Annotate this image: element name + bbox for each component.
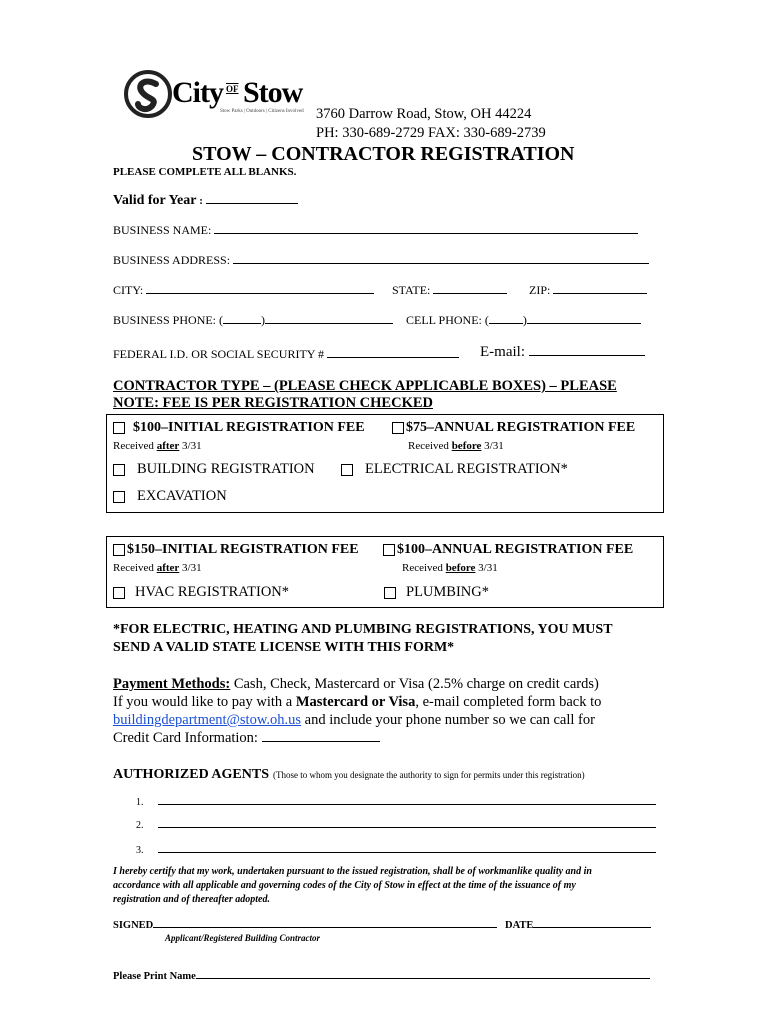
business-address-field[interactable] — [233, 253, 649, 264]
box1-received-after: Received after 3/31 — [113, 440, 202, 452]
email-label: E-mail: — [480, 344, 525, 360]
federal-id-label: FEDERAL I.D. OR SOCIAL SECURITY # — [113, 347, 325, 361]
box1-received-before: Received before 3/31 — [408, 440, 504, 452]
date-field[interactable] — [533, 917, 651, 928]
agent-field-2[interactable] — [158, 817, 656, 828]
box2-annual-fee[interactable]: $100–ANNUAL REGISTRATION FEE — [383, 542, 633, 558]
checkbox-icon[interactable] — [113, 491, 125, 503]
print-name-label: Please Print Name — [113, 971, 196, 982]
signed-row — [113, 917, 497, 931]
date-row — [505, 917, 651, 931]
zip-row — [529, 283, 647, 298]
checkbox-icon[interactable] — [113, 587, 125, 599]
payment-line-1 — [113, 676, 599, 693]
box2-initial-fee[interactable]: $150–INITIAL REGISTRATION FEE — [113, 542, 359, 558]
business-phone-row: BUSINESS PHONE: ( ) — [113, 313, 393, 328]
valid-year-field[interactable] — [206, 193, 298, 204]
business-address-row — [113, 253, 649, 268]
city-field[interactable] — [146, 283, 374, 294]
license-note-2: SEND A VALID STATE LICENSE WITH THIS FORM* — [113, 640, 455, 655]
payment-line-3: buildingdepartment@stow.oh.us and include your phone number so we can call for — [113, 712, 595, 728]
checkbox-icon[interactable] — [383, 544, 395, 556]
payment-label: Payment Methods: — [113, 676, 231, 692]
federal-id-field[interactable] — [327, 347, 459, 358]
email-row — [480, 344, 645, 361]
email-field[interactable] — [529, 345, 645, 356]
business-phone-area-field[interactable] — [223, 313, 261, 324]
logo-stow-text: Stow — [243, 76, 303, 109]
option-building[interactable]: BUILDING REGISTRATION — [113, 461, 315, 478]
contractor-type-heading-1: CONTRACTOR TYPE – (PLEASE CHECK APPLICABLE BOXES) – PLEASE — [113, 378, 617, 394]
cc-info-field[interactable] — [262, 731, 380, 742]
state-field[interactable] — [433, 283, 507, 294]
cell-phone-row: CELL PHONE: ( ) — [406, 313, 641, 328]
agent-row-2: 2. — [136, 817, 656, 831]
business-name-row — [113, 223, 638, 238]
box2-received-after: Received after 3/31 — [113, 562, 202, 574]
cc-info-label: Credit Card Information: — [113, 730, 258, 746]
page-subtitle: PLEASE COMPLETE ALL BLANKS. — [113, 166, 297, 178]
agent-field-3[interactable] — [158, 842, 656, 853]
cell-phone-label: CELL PHONE: ( — [406, 313, 489, 327]
payment-methods: Cash, Check, Mastercard or Visa (2.5% charge on credit cards) — [233, 676, 599, 692]
email-link[interactable]: buildingdepartment@stow.oh.us — [113, 712, 302, 728]
checkbox-icon[interactable] — [113, 464, 125, 476]
business-phone-label: BUSINESS PHONE: ( — [113, 313, 224, 327]
option-plumbing[interactable]: PLUMBING* — [384, 584, 489, 601]
cell-phone-area-field[interactable] — [489, 313, 523, 324]
license-note-1: *FOR ELECTRIC, HEATING AND PLUMBING REGISTRATIONS, YOU MUST — [113, 622, 613, 637]
zip-field[interactable] — [553, 283, 647, 294]
agents-heading: AUTHORIZED AGENTS — [113, 767, 269, 782]
header-phone-fax: PH: 330-689-2729 FAX: 330-689-2739 — [316, 125, 546, 141]
business-phone-field[interactable] — [265, 313, 393, 324]
checkbox-icon[interactable] — [113, 544, 125, 556]
certify-line-1: I hereby certify that my work, undertaken pursuant to the issued registration, shall be of workmanlike quality and in — [113, 866, 592, 877]
option-electrical[interactable]: ELECTRICAL REGISTRATION* — [341, 461, 568, 478]
logo-s-icon — [124, 70, 172, 118]
agents-note: (Those to whom you designate the authority to sign for permits under this registration) — [272, 770, 585, 780]
agent-field-1[interactable] — [158, 794, 656, 805]
city-label: CITY: — [113, 283, 144, 297]
agents-heading-row — [113, 765, 585, 783]
header-address: 3760 Darrow Road, Stow, OH 44224 — [316, 106, 532, 122]
state-label: STATE: — [392, 283, 431, 297]
city-row — [113, 283, 374, 298]
box1-annual-fee[interactable]: $75–ANNUAL REGISTRATION FEE — [392, 420, 635, 436]
valid-year-label: Valid for Year — [113, 193, 197, 208]
option-hvac[interactable]: HVAC REGISTRATION* — [113, 584, 289, 601]
logo-of-text: OF — [226, 84, 239, 94]
city-logo — [122, 70, 307, 120]
zip-label: ZIP: — [529, 283, 551, 297]
contractor-type-heading-2: NOTE: FEE IS PER REGISTRATION CHECKED — [113, 395, 433, 411]
logo-tagline: Stow Parks | Outdoors | Citizens Involved — [220, 109, 304, 114]
option-excavation[interactable]: EXCAVATION — [113, 488, 227, 505]
federal-id-row — [113, 347, 459, 362]
checkbox-icon[interactable] — [392, 422, 404, 434]
checkbox-icon[interactable] — [113, 422, 125, 434]
certify-line-3: registration and of thereafter adopted. — [113, 894, 270, 905]
business-name-label: BUSINESS NAME: — [113, 223, 212, 237]
signed-label: SIGNED — [113, 920, 154, 931]
business-name-field[interactable] — [214, 223, 638, 234]
box2-received-before: Received before 3/31 — [402, 562, 498, 574]
print-name-field[interactable] — [196, 968, 650, 979]
page-title: STOW – CONTRACTOR REGISTRATION — [192, 143, 575, 165]
box1-initial-fee[interactable]: $100–INITIAL REGISTRATION FEE — [113, 420, 365, 436]
signature-caption: Applicant/Registered Building Contractor — [165, 933, 321, 943]
state-row — [392, 283, 507, 298]
checkbox-icon[interactable] — [384, 587, 396, 599]
print-name-row — [113, 968, 650, 982]
signature-field[interactable] — [153, 917, 497, 928]
checkbox-icon[interactable] — [341, 464, 353, 476]
cc-info-row — [113, 730, 380, 747]
certify-line-2: accordance with all applicable and governing codes of the City of Stow in effect at the time of the issuance of my — [113, 880, 576, 891]
business-address-label: BUSINESS ADDRESS: — [113, 253, 231, 267]
logo-city-text: City — [172, 76, 223, 109]
cell-phone-field[interactable] — [527, 313, 641, 324]
date-label: DATE — [505, 920, 534, 931]
agent-row-3: 3. — [136, 842, 656, 856]
valid-year-row: Valid for Year : — [113, 193, 298, 209]
payment-line-2: If you would like to pay with a Mastercard or Visa, e-mail completed form back to — [113, 694, 602, 710]
agent-row-1: 1. — [136, 794, 656, 808]
